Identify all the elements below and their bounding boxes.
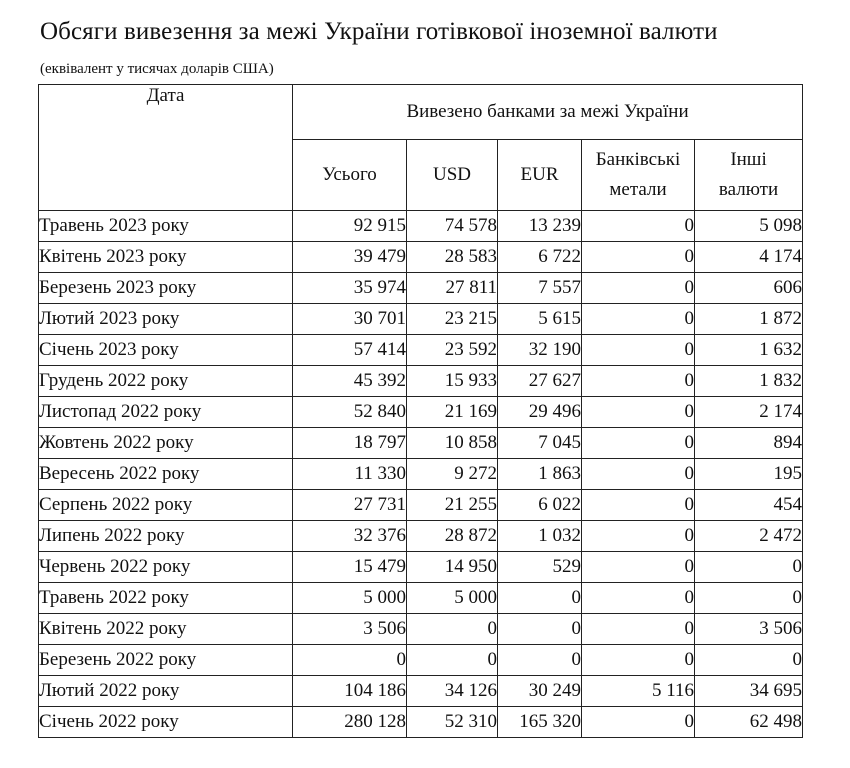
eur-cell: 30 249 bbox=[498, 676, 582, 707]
column-header-line: EUR bbox=[520, 164, 559, 185]
bank-metals-cell: 0 bbox=[582, 552, 695, 583]
total-cell: 30 701 bbox=[293, 304, 407, 335]
usd-cell: 15 933 bbox=[407, 366, 498, 397]
total-cell: 57 414 bbox=[293, 335, 407, 366]
total-cell: 92 915 bbox=[293, 211, 407, 242]
usd-cell: 21 255 bbox=[407, 490, 498, 521]
other-currencies-cell: 34 695 bbox=[695, 676, 803, 707]
usd-cell: 23 592 bbox=[407, 335, 498, 366]
usd-cell: 10 858 bbox=[407, 428, 498, 459]
date-cell: Листопад 2022 року bbox=[39, 397, 293, 428]
eur-cell: 6 022 bbox=[498, 490, 582, 521]
bank-metals-cell: 0 bbox=[582, 583, 695, 614]
date-cell: Лютий 2023 року bbox=[39, 304, 293, 335]
total-cell: 0 bbox=[293, 645, 407, 676]
eur-column-header bbox=[498, 140, 582, 211]
bank-metals-cell: 0 bbox=[582, 304, 695, 335]
export-volume-table bbox=[38, 84, 803, 738]
table-body bbox=[39, 211, 803, 738]
total-cell: 3 506 bbox=[293, 614, 407, 645]
page-subtitle: (еквівалент у тисячах доларів США) bbox=[40, 61, 274, 77]
date-cell: Грудень 2022 року bbox=[39, 366, 293, 397]
other-currencies-cell: 4 174 bbox=[695, 242, 803, 273]
eur-cell: 0 bbox=[498, 614, 582, 645]
date-cell: Лютий 2022 року bbox=[39, 676, 293, 707]
other-currencies-cell: 454 bbox=[695, 490, 803, 521]
table-row bbox=[39, 304, 803, 335]
exported-by-banks-group-header: Вивезено банками за межі України bbox=[293, 85, 803, 140]
eur-cell: 6 722 bbox=[498, 242, 582, 273]
table-row bbox=[39, 676, 803, 707]
other-currencies-cell: 2 174 bbox=[695, 397, 803, 428]
eur-cell: 32 190 bbox=[498, 335, 582, 366]
total-cell: 5 000 bbox=[293, 583, 407, 614]
eur-cell: 27 627 bbox=[498, 366, 582, 397]
total-cell: 280 128 bbox=[293, 707, 407, 738]
other-currencies-cell: 894 bbox=[695, 428, 803, 459]
date-cell: Травень 2023 року bbox=[39, 211, 293, 242]
bank-metals-cell: 0 bbox=[582, 428, 695, 459]
date-cell: Червень 2022 року bbox=[39, 552, 293, 583]
usd-cell: 14 950 bbox=[407, 552, 498, 583]
bank-metals-cell: 0 bbox=[582, 490, 695, 521]
usd-cell: 34 126 bbox=[407, 676, 498, 707]
bank-metals-column-header bbox=[582, 140, 695, 211]
column-header-line: Усього bbox=[322, 164, 377, 185]
date-cell: Січень 2022 року bbox=[39, 707, 293, 738]
date-cell: Вересень 2022 року bbox=[39, 459, 293, 490]
other-currencies-cell: 1 832 bbox=[695, 366, 803, 397]
table-row bbox=[39, 211, 803, 242]
other-currencies-cell: 1 872 bbox=[695, 304, 803, 335]
eur-cell: 0 bbox=[498, 645, 582, 676]
eur-cell: 29 496 bbox=[498, 397, 582, 428]
column-header-line: валюти bbox=[718, 179, 779, 200]
usd-cell: 28 872 bbox=[407, 521, 498, 552]
date-cell: Липень 2022 року bbox=[39, 521, 293, 552]
column-header-line: Банківські bbox=[595, 149, 681, 170]
date-cell: Серпень 2022 року bbox=[39, 490, 293, 521]
total-cell: 104 186 bbox=[293, 676, 407, 707]
column-header-line: Інші bbox=[730, 149, 767, 170]
total-cell: 15 479 bbox=[293, 552, 407, 583]
total-cell: 39 479 bbox=[293, 242, 407, 273]
eur-cell: 0 bbox=[498, 583, 582, 614]
table-row bbox=[39, 273, 803, 304]
date-cell: Січень 2023 року bbox=[39, 335, 293, 366]
other-currencies-cell: 0 bbox=[695, 552, 803, 583]
bank-metals-cell: 0 bbox=[582, 645, 695, 676]
bank-metals-cell: 0 bbox=[582, 211, 695, 242]
eur-cell: 7 557 bbox=[498, 273, 582, 304]
total-cell: 32 376 bbox=[293, 521, 407, 552]
eur-cell: 7 045 bbox=[498, 428, 582, 459]
date-cell: Квітень 2022 року bbox=[39, 614, 293, 645]
table-row bbox=[39, 335, 803, 366]
total-column-header bbox=[293, 140, 407, 211]
table-row bbox=[39, 552, 803, 583]
other-currencies-cell: 5 098 bbox=[695, 211, 803, 242]
usd-cell: 5 000 bbox=[407, 583, 498, 614]
table-row bbox=[39, 242, 803, 273]
total-cell: 11 330 bbox=[293, 459, 407, 490]
total-cell: 18 797 bbox=[293, 428, 407, 459]
date-cell: Травень 2022 року bbox=[39, 583, 293, 614]
other-currencies-cell: 2 472 bbox=[695, 521, 803, 552]
eur-cell: 529 bbox=[498, 552, 582, 583]
bank-metals-cell: 0 bbox=[582, 335, 695, 366]
usd-cell: 9 272 bbox=[407, 459, 498, 490]
eur-cell: 5 615 bbox=[498, 304, 582, 335]
date-cell: Березень 2023 року bbox=[39, 273, 293, 304]
bank-metals-cell: 0 bbox=[582, 397, 695, 428]
eur-cell: 1 863 bbox=[498, 459, 582, 490]
usd-cell: 52 310 bbox=[407, 707, 498, 738]
table-header-row-group bbox=[39, 85, 803, 140]
eur-cell: 165 320 bbox=[498, 707, 582, 738]
table-row bbox=[39, 521, 803, 552]
table-row bbox=[39, 366, 803, 397]
page-title: Обсяги вивезення за межі України готівкової іноземної валюти bbox=[40, 18, 718, 45]
table-row bbox=[39, 459, 803, 490]
other-currencies-cell: 606 bbox=[695, 273, 803, 304]
other-currencies-cell: 62 498 bbox=[695, 707, 803, 738]
usd-cell: 21 169 bbox=[407, 397, 498, 428]
bank-metals-cell: 0 bbox=[582, 459, 695, 490]
date-cell: Жовтень 2022 року bbox=[39, 428, 293, 459]
other-currencies-cell: 0 bbox=[695, 583, 803, 614]
other-currencies-cell: 3 506 bbox=[695, 614, 803, 645]
bank-metals-cell: 0 bbox=[582, 521, 695, 552]
table-row bbox=[39, 645, 803, 676]
table-row bbox=[39, 428, 803, 459]
other-currencies-cell: 1 632 bbox=[695, 335, 803, 366]
total-cell: 45 392 bbox=[293, 366, 407, 397]
other-currencies-cell: 195 bbox=[695, 459, 803, 490]
bank-metals-cell: 0 bbox=[582, 273, 695, 304]
bank-metals-cell: 0 bbox=[582, 707, 695, 738]
column-header-line: USD bbox=[432, 164, 471, 185]
usd-cell: 74 578 bbox=[407, 211, 498, 242]
bank-metals-cell: 0 bbox=[582, 242, 695, 273]
table-row bbox=[39, 583, 803, 614]
usd-column-header bbox=[407, 140, 498, 211]
other-currencies-column-header bbox=[695, 140, 803, 211]
table-row bbox=[39, 490, 803, 521]
bank-metals-cell: 0 bbox=[582, 366, 695, 397]
total-cell: 35 974 bbox=[293, 273, 407, 304]
date-cell: Квітень 2023 року bbox=[39, 242, 293, 273]
bank-metals-cell: 0 bbox=[582, 614, 695, 645]
bank-metals-cell: 5 116 bbox=[582, 676, 695, 707]
usd-cell: 0 bbox=[407, 645, 498, 676]
usd-cell: 27 811 bbox=[407, 273, 498, 304]
total-cell: 52 840 bbox=[293, 397, 407, 428]
table-row bbox=[39, 397, 803, 428]
total-cell: 27 731 bbox=[293, 490, 407, 521]
eur-cell: 13 239 bbox=[498, 211, 582, 242]
table-row bbox=[39, 614, 803, 645]
usd-cell: 28 583 bbox=[407, 242, 498, 273]
usd-cell: 0 bbox=[407, 614, 498, 645]
column-header-line: метали bbox=[609, 179, 667, 200]
table-row bbox=[39, 707, 803, 738]
date-column-header: Дата bbox=[39, 85, 293, 211]
date-cell: Березень 2022 року bbox=[39, 645, 293, 676]
eur-cell: 1 032 bbox=[498, 521, 582, 552]
other-currencies-cell: 0 bbox=[695, 645, 803, 676]
usd-cell: 23 215 bbox=[407, 304, 498, 335]
